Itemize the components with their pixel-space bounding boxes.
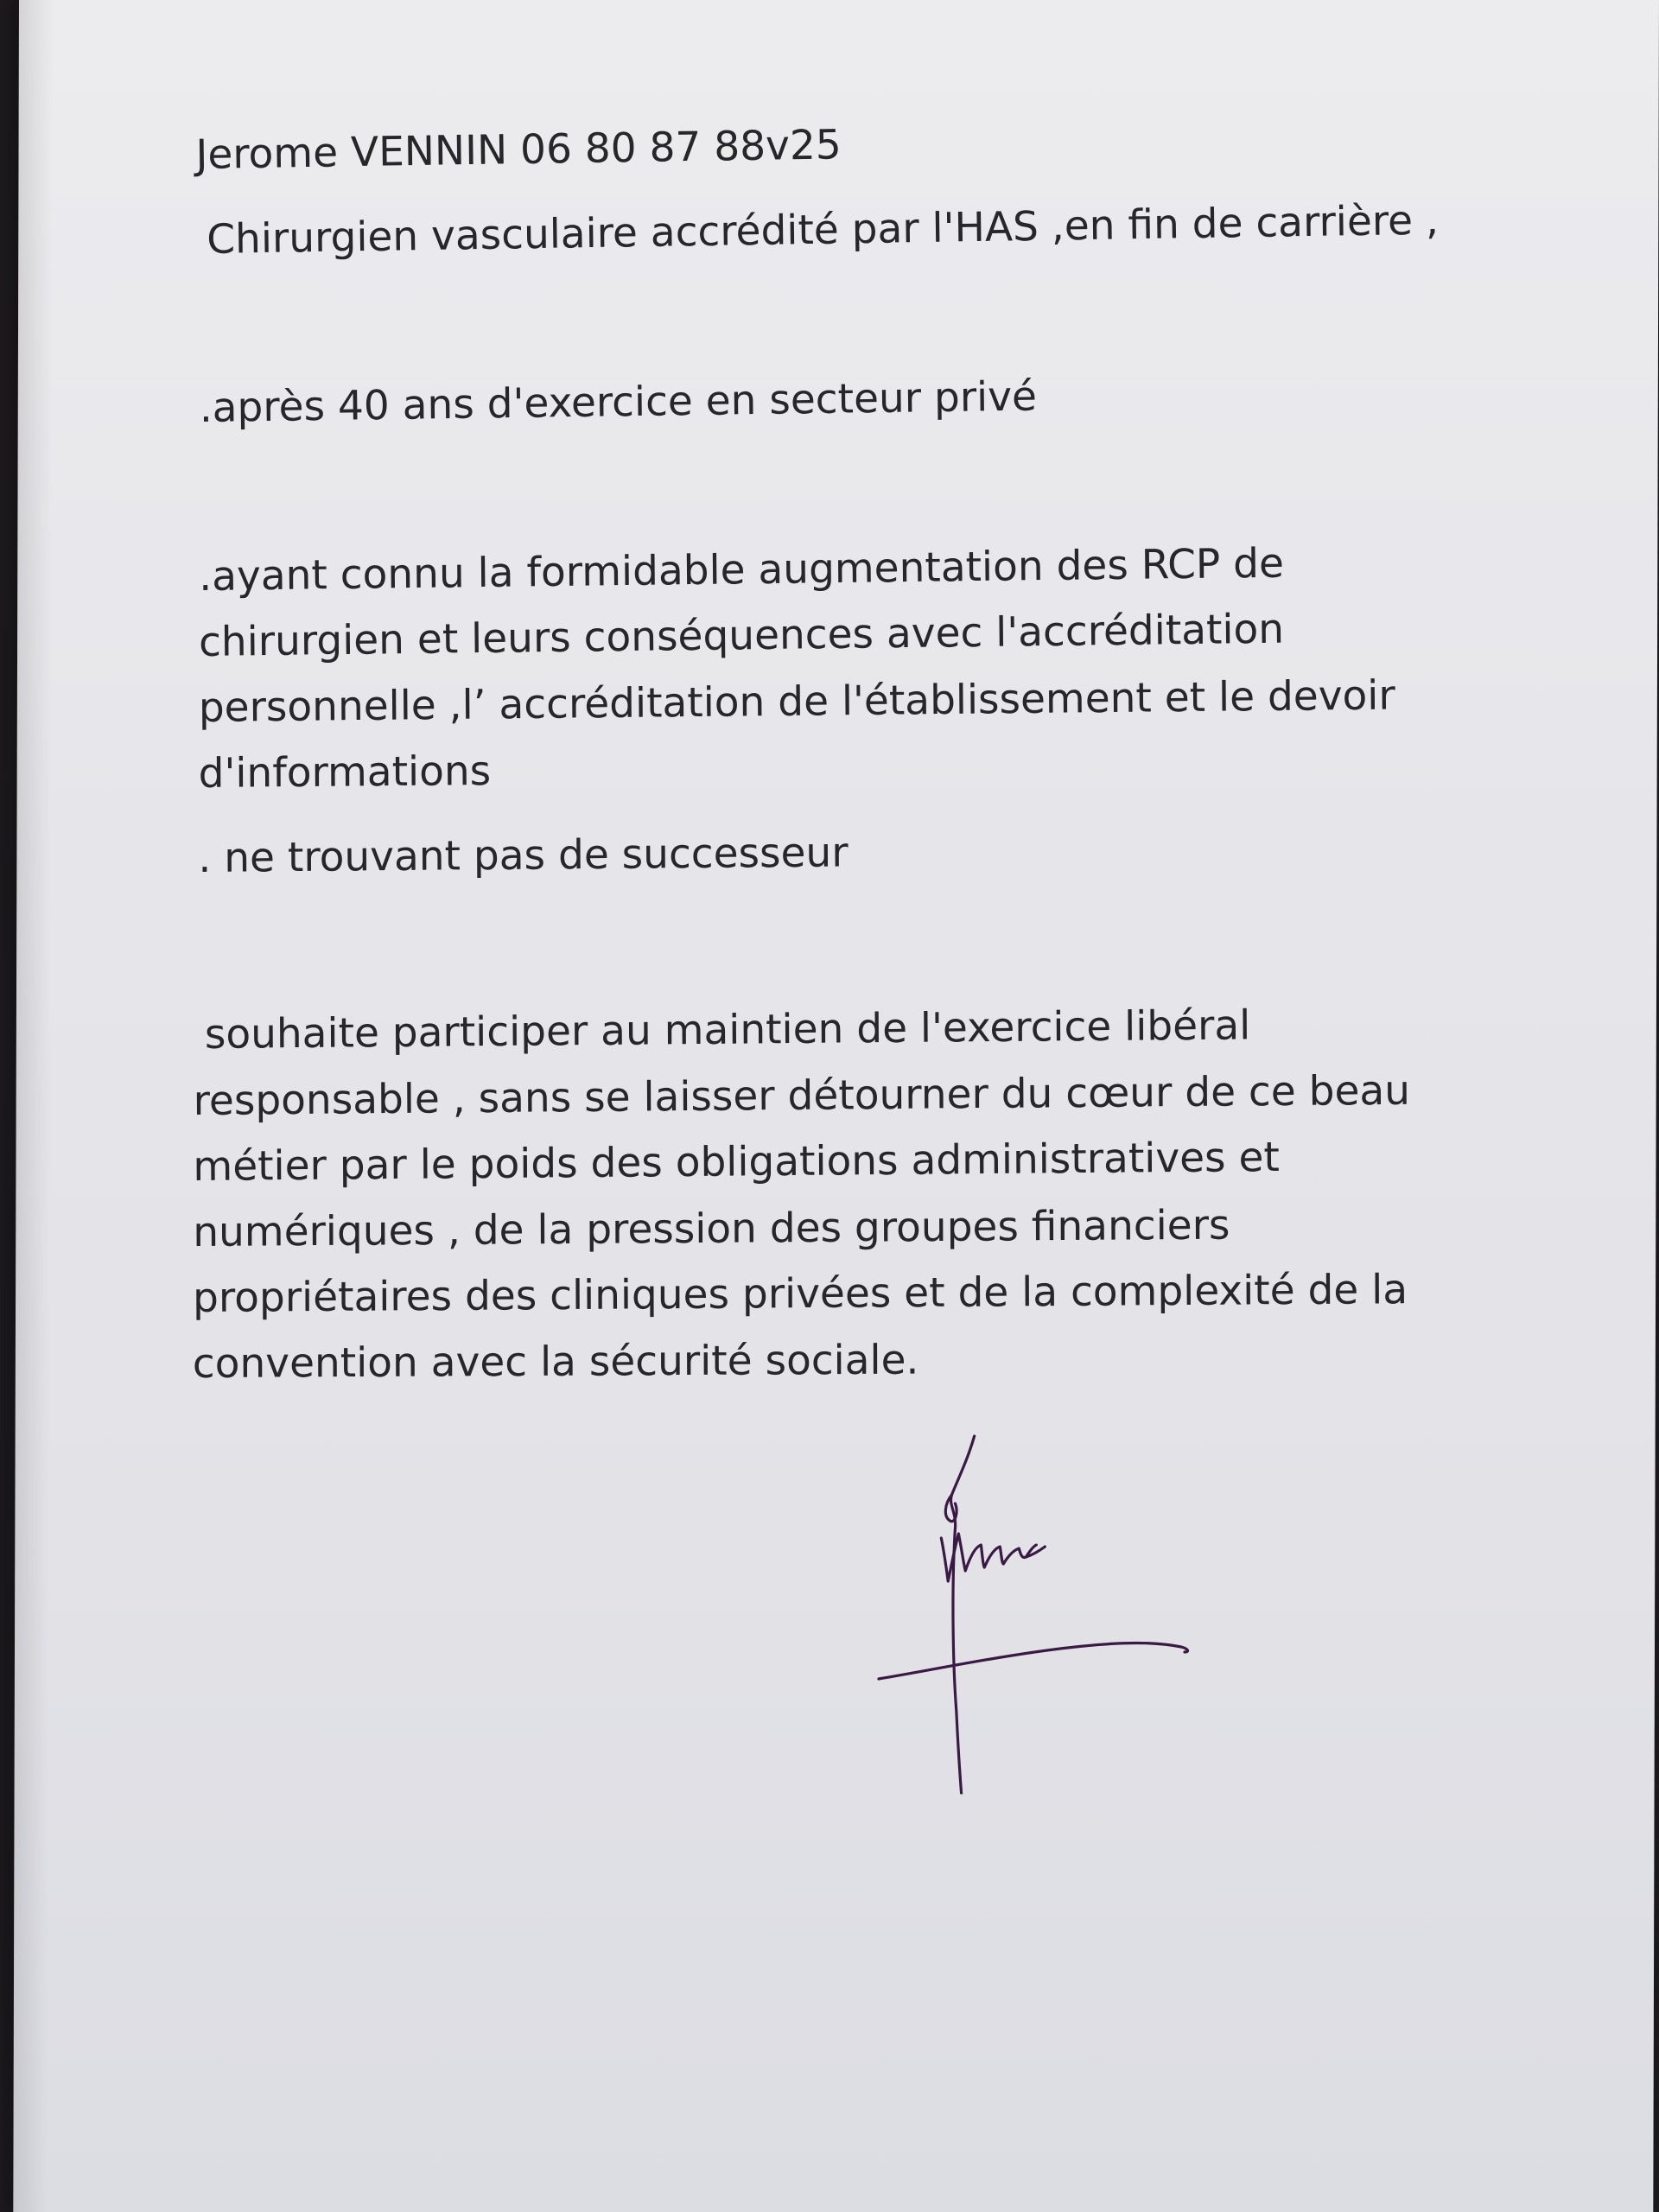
signature-stroke <box>950 1436 975 1793</box>
conclusion-line: souhaite participer au maintien de l'exercice libéral <box>204 1001 1251 1058</box>
header-line: Jerome VENNIN 06 80 87 88v25 <box>195 121 842 179</box>
letter-page <box>13 0 1659 2212</box>
point-2-line: d'informations <box>198 747 492 798</box>
conclusion-line: numériques , de la pression des groupes financiers <box>193 1201 1230 1256</box>
point-2-line: chirurgien et leurs conséquences avec l'accréditation <box>198 605 1285 666</box>
page-shadow <box>13 0 54 2212</box>
conclusion-line: responsable , sans se laisser détourner du cœur de ce beau <box>193 1066 1411 1125</box>
conclusion-line: propriétaires des cliniques privées et de la complexité de la <box>192 1266 1408 1322</box>
signature-stroke <box>879 1643 1188 1679</box>
signature-stroke <box>941 1534 1036 1581</box>
point-3: . ne trouvant pas de successeur <box>198 829 849 882</box>
point-2-line: personnelle ,l’ accréditation de l'établissement et le devoir <box>198 671 1395 732</box>
point-2-line: .ayant connu la formidable augmentation des RCP de <box>198 539 1285 601</box>
conclusion-line: métier par le poids des obligations administratives et <box>193 1134 1281 1191</box>
handwritten-signature <box>861 1426 1208 1806</box>
intro-line: Chirurgien vasculaire accrédité par l'HAS ,en fin de carrière , <box>206 196 1440 264</box>
conclusion-line: convention avec la sécurité sociale. <box>192 1336 919 1388</box>
point-1: .après 40 ans d'exercice en secteur privé <box>199 372 1038 432</box>
